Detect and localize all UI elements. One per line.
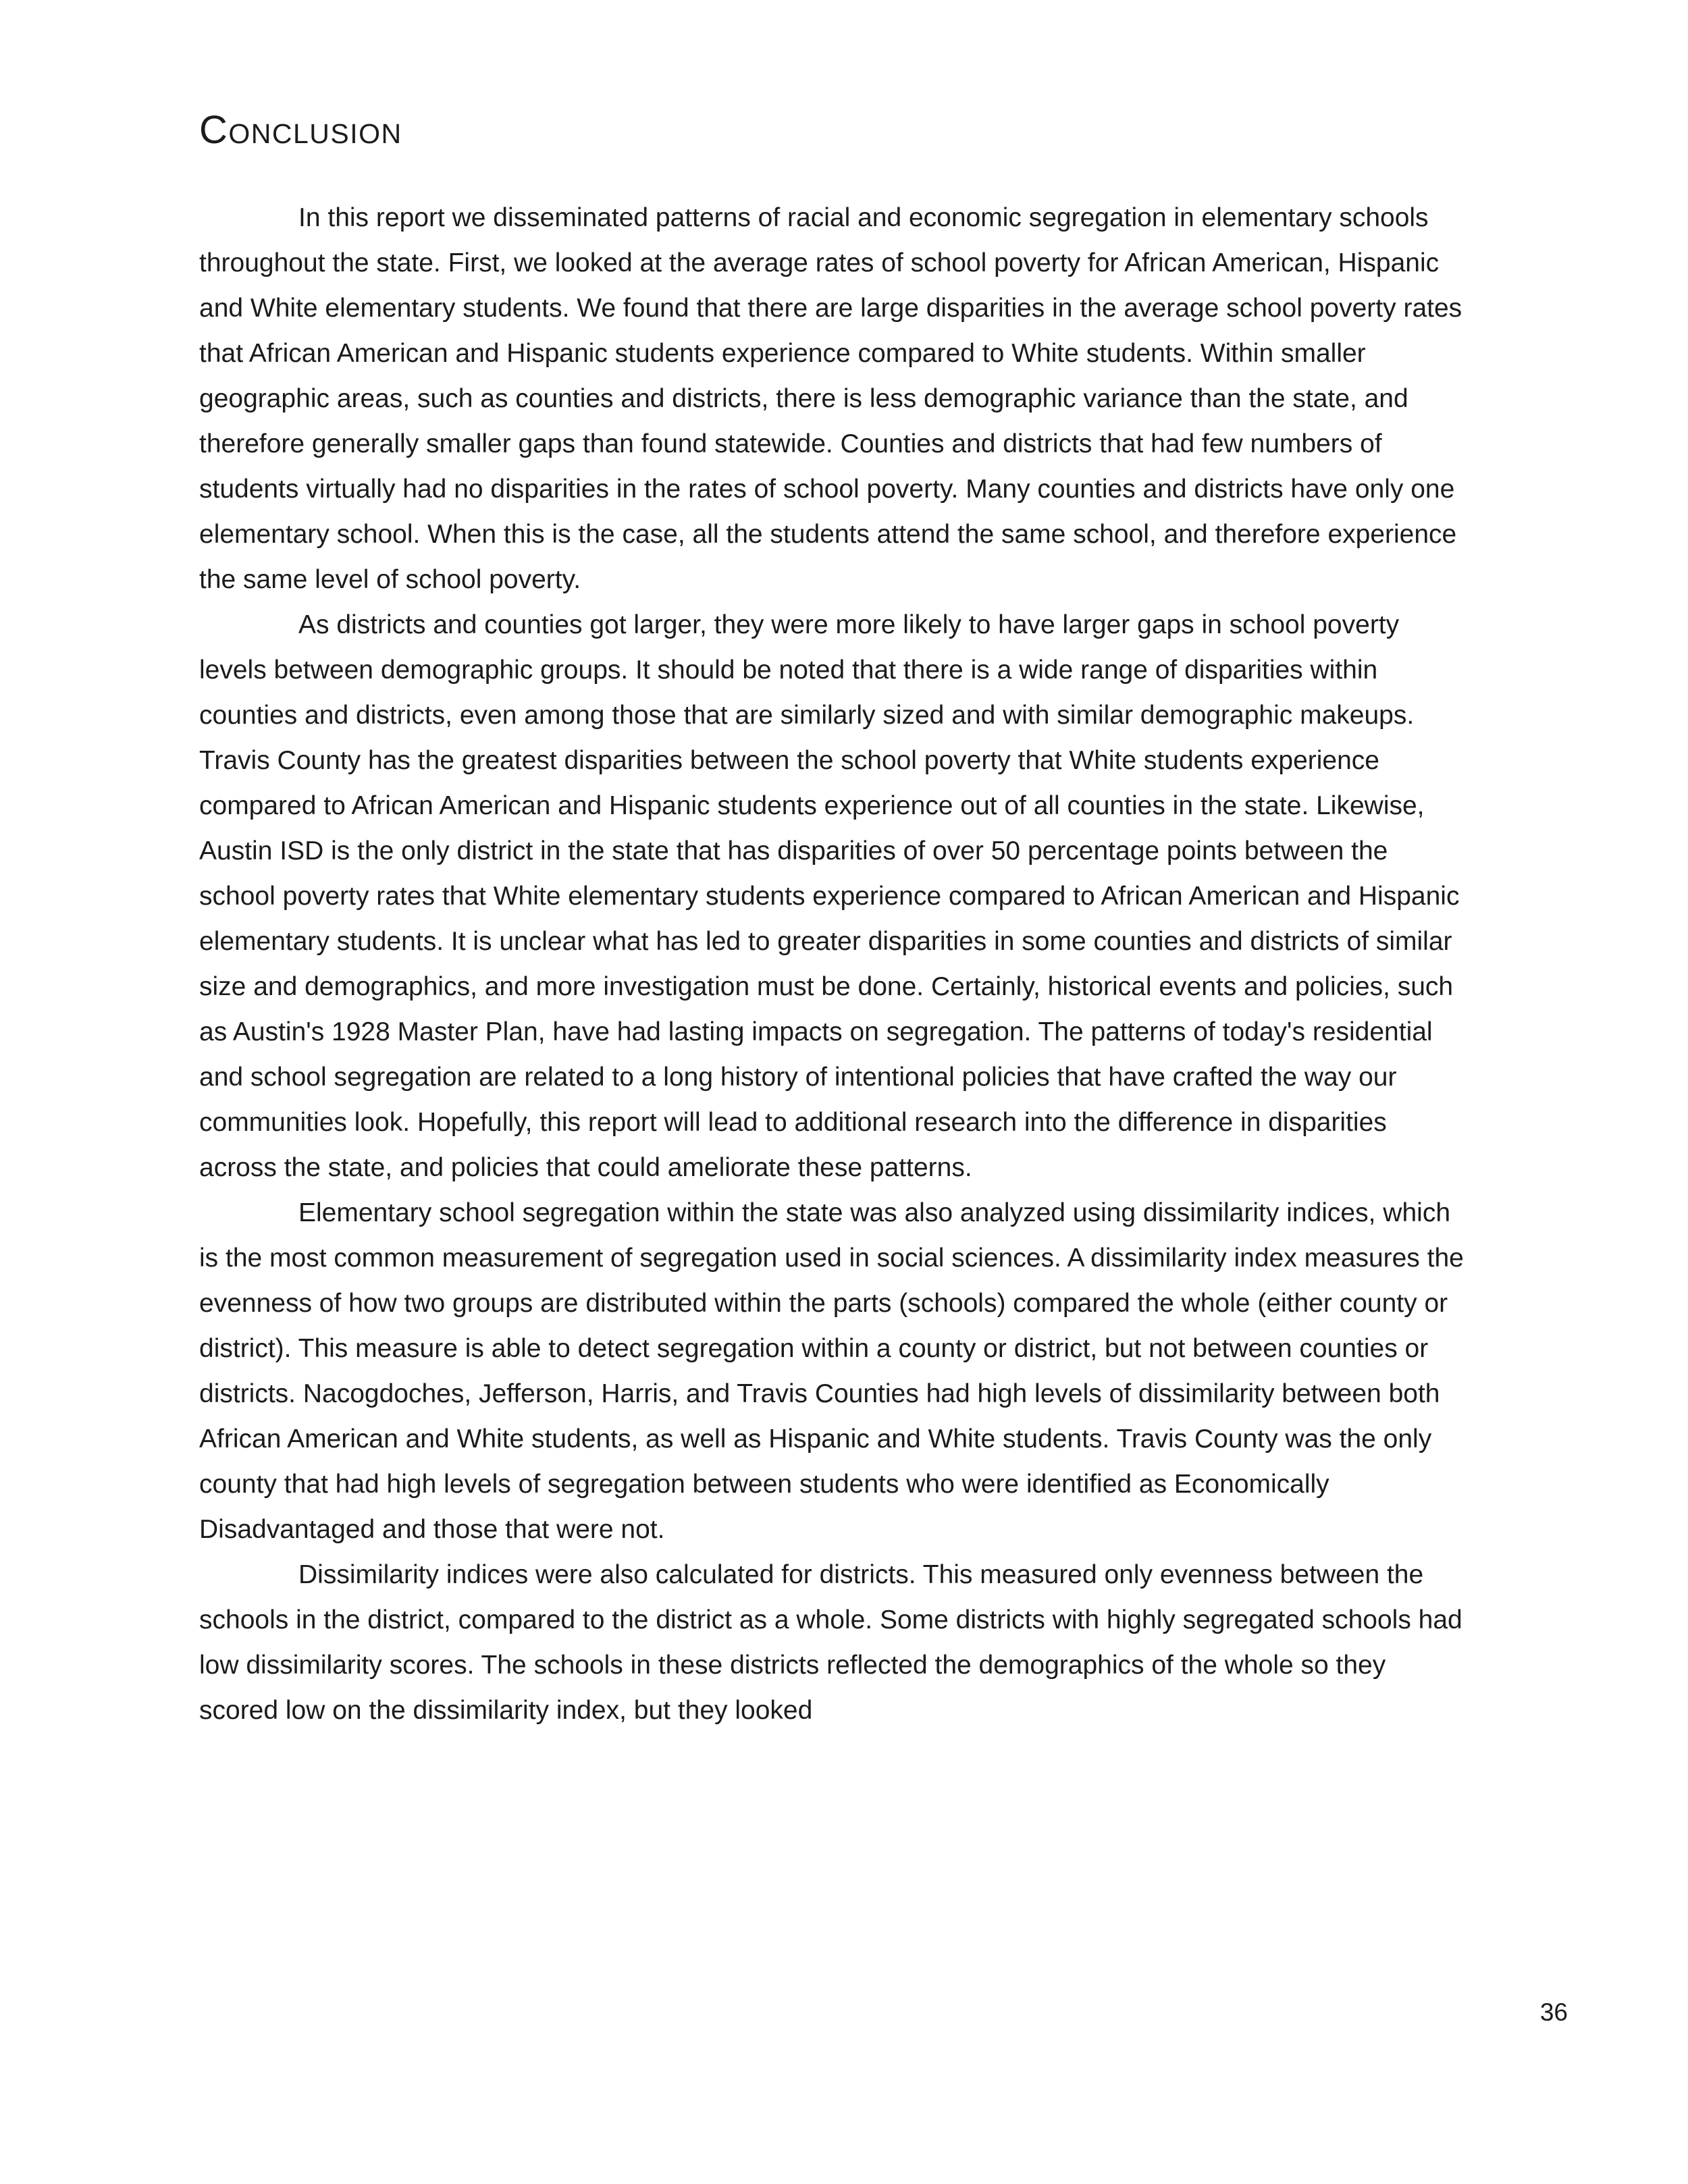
section-heading: Conclusion [199,108,402,152]
page-number: 36 [1539,1998,1568,2026]
paragraph-4: Dissimilarity indices were also calculated for districts. This measured only evenness between the schools in the district, compared to the district as a whole. Some districts with highly segregated schools had low dissimilarity scores. The schools in these districts reflected the demographics of the whole so they scored low on the dissimilarity index, but they looked [199,1560,1462,1725]
paragraph-2: As districts and counties got larger, they were more likely to have larger gaps in school poverty levels between demographic groups. It should be noted that there is a wide range of disparities within counties and districts, even among those that are similarly sized and with similar demographic makeups. Travis County has the greatest disparities between the school poverty that White students experience compared to African American and Hispanic students experience out of all counties in the state. Likewise, Austin ISD is the only district in the state that has disparities of over 50 percentage points between the school poverty rates that White elementary students experience compared to African American and Hispanic elementary students. It is unclear what has led to greater disparities in some counties and districts of similar size and demographics, and more investigation must be done. Certainly, historical events and policies, such as Austin's 1928 Master Plan, have had lasting impacts on segregation. The patterns of today's residential and school segregation are related to a long history of intentional policies that have crafted the way our communities look. Hopefully, this report will lead to additional research into the difference in disparities across the state, and policies that could ameliorate these patterns. [199,610,1460,1182]
paragraph-3: Elementary school segregation within the state was also analyzed using dissimilarity indices, which is the most common measurement of segregation used in social sciences. A dissimilarity index measures the evenness of how two groups are distributed within the parts (schools) compared the whole (either county or district). This measure is able to detect segregation within a county or district, but not between counties or districts. Nacogdoches, Jefferson, Harris, and Travis Counties had high levels of dissimilarity between both African American and White students, as well as Hispanic and White students. Travis County was the only county that had high levels of segregation between students who were identified as Economically Disadvantaged and those that were not. [199,1198,1464,1544]
body-text [199,195,1465,1733]
paragraph-1: In this report we disseminated patterns of racial and economic segregation in elementary schools throughout the state. First, we looked at the average rates of school poverty for African American, Hispanic and White elementary students. We found that there are large disparities in the average school poverty rates that African American and Hispanic students experience compared to White students. Within smaller geographic areas, such as counties and districts, there is less demographic variance than the state, and therefore generally smaller gaps than found statewide. Counties and districts that had few numbers of students virtually had no disparities in the rates of school poverty. Many counties and districts have only one elementary school. When this is the case, all the students attend the same school, and therefore experience the same level of school poverty. [199,203,1462,594]
